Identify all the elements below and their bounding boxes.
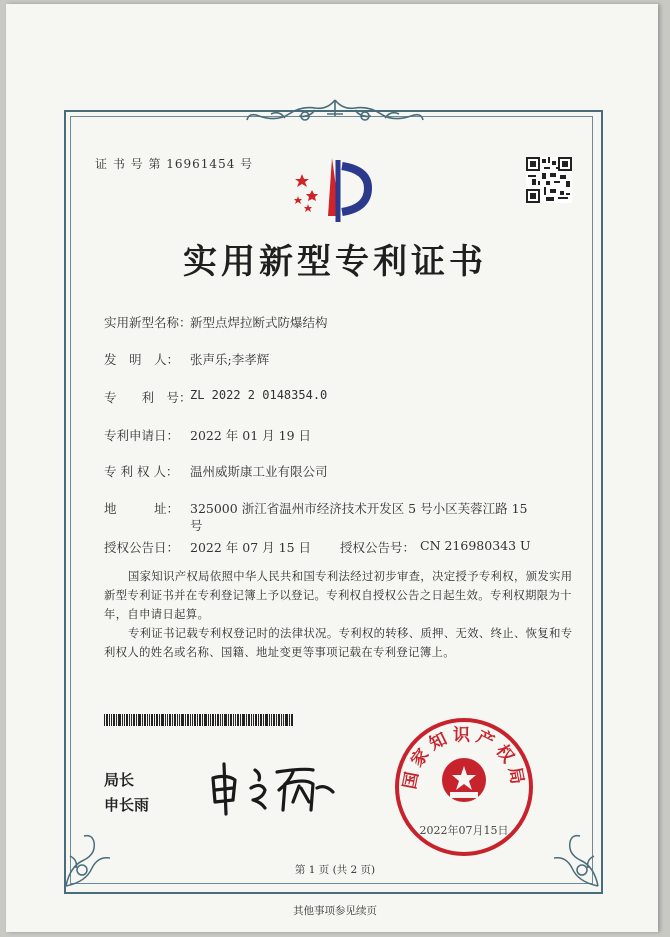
corner-ornament-bottom-right [544,826,604,892]
official-seal [393,716,535,858]
top-ornament [245,96,425,126]
seal-date: 2022年07月15日 [419,824,509,837]
grant-date-value: 2022 年 07 月 15 日 [190,540,311,555]
field-value-patent-no: ZL 2022 2 0148354.0 [190,388,328,402]
field-value-address-cont: 号 [190,518,203,533]
page-number: 第 1 页 (共 2 页) [294,864,376,876]
field-label-inventor: 发 明 人： [104,352,180,367]
barcode [104,714,294,726]
field-value-address: 325000 浙江省温州市经济技术开发区 5 号小区芙蓉江路 15 [190,501,528,516]
grant-no-label: 授权公告号： [340,540,416,555]
footer-note: 其他事项参见续页 [293,905,377,917]
seal-text: 国家知识产权局 [400,725,528,791]
corner-ornament-bottom-left [60,826,120,892]
field-label-name: 实用新型名称： [104,315,192,330]
qr-code [526,157,572,203]
director-title: 局长 [104,771,135,789]
field-label-patentee: 专 利 权 人： [104,464,179,479]
certificate-number: 证 书 号 第 16961454 号 [95,157,254,171]
paragraph-legal-status: 专利证书记载专利权登记时的法律状况。专利权的转移、质押、无效、终止、恢复和专利权人的姓名或名称、国籍、地址变更等事项记载在专利登记簿上。 [104,627,573,659]
director-name: 申长雨 [104,796,150,814]
field-label-patent-no: 专 利 号： [104,390,192,405]
certificate-title: 实用新型专利证书 [183,242,487,282]
field-value-inventor: 张声乐;李孝辉 [190,352,270,367]
patent-office-logo [288,152,383,228]
field-value-filing-date: 2022 年 01 月 19 日 [190,428,311,443]
field-value-name: 新型点焊拉断式防爆结构 [190,315,328,330]
grant-date-label: 授权公告日： [104,540,180,555]
grant-no-value: CN 216980343 U [420,538,531,553]
field-label-address: 地 址： [104,501,180,516]
handwritten-signature [205,758,345,818]
paragraph-grant-statement: 国家知识产权局依照中华人民共和国专利法经过初步审查，决定授予专利权，颁发实用新型专利证书并在专利登记簿上予以登记。专利权自授权公告之日起生效。专利权期限为十年，自申请日起算。 [104,570,573,621]
field-label-filing-date: 专利申请日： [104,428,180,443]
field-value-patentee: 温州威斯康工业有限公司 [190,464,328,479]
